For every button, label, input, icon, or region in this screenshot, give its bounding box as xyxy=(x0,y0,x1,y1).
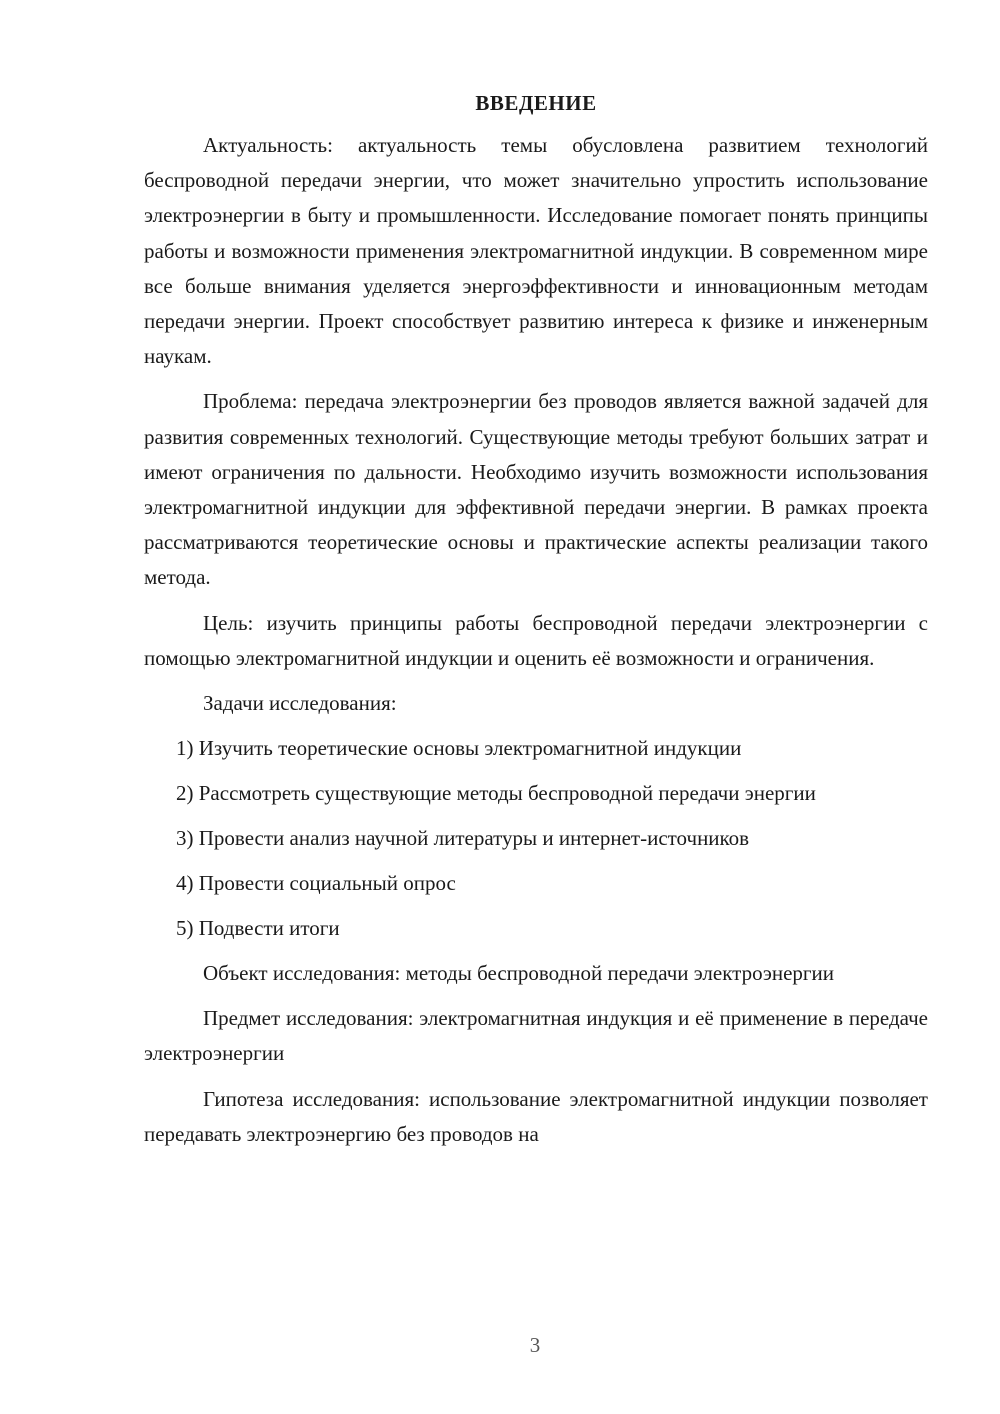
object-paragraph: Объект исследования: методы беспроводной передачи электроэнергии xyxy=(203,961,834,986)
page-number: 3 xyxy=(529,1333,541,1357)
subject-paragraph: Предмет исследования: электромагнитная индукция и её применение в передаче электроэнергии xyxy=(144,1006,928,1066)
task-item-2: 2) Рассмотреть существующие методы беспроводной передачи энергии xyxy=(176,781,816,806)
document-page xyxy=(144,88,928,1162)
goal-paragraph: Цель: изучить принципы работы беспроводной передачи электроэнергии с помощью электромагнитной индукции и оценить её возможности и ограничения. xyxy=(144,610,928,670)
task-item-4: 4) Провести социальный опрос xyxy=(176,871,456,896)
tasks-heading: Задачи исследования: xyxy=(203,691,397,716)
task-item-5: 5) Подвести итоги xyxy=(176,916,340,941)
section-title: ВВЕДЕНИЕ xyxy=(475,91,597,115)
problem-paragraph: Проблема: передача электроэнергии без проводов является важной задачей для развития современных технологий. Существующие методы требуют больших затрат и имеют ограничения по дальности. Необходимо изучить возможности использования электромагнитной индукции для эффективной передачи энергии. В рамках проекта рассматриваются теоретические основы и практические аспекты реализации такого метода. xyxy=(144,389,928,590)
relevance-paragraph: Актуальность: актуальность темы обусловлена развитием технологий беспроводной передачи энергии, что может значительно упростить использование электроэнергии в быту и промышленности. Исследование помогает понять принципы работы и возможности применения электромагнитной индукции. В современном мире все больше внимания уделяется энергоэффективности и инновационным методам передачи энергии. Проект способствует развитию интереса к физике и инженерным наукам. xyxy=(144,133,928,369)
task-item-3: 3) Провести анализ научной литературы и интернет-источников xyxy=(176,826,750,851)
hypothesis-paragraph: Гипотеза исследования: использование электромагнитной индукции позволяет передавать электроэнергию без проводов на xyxy=(144,1086,928,1146)
task-item-1: 1) Изучить теоретические основы электромагнитной индукции xyxy=(176,736,742,761)
